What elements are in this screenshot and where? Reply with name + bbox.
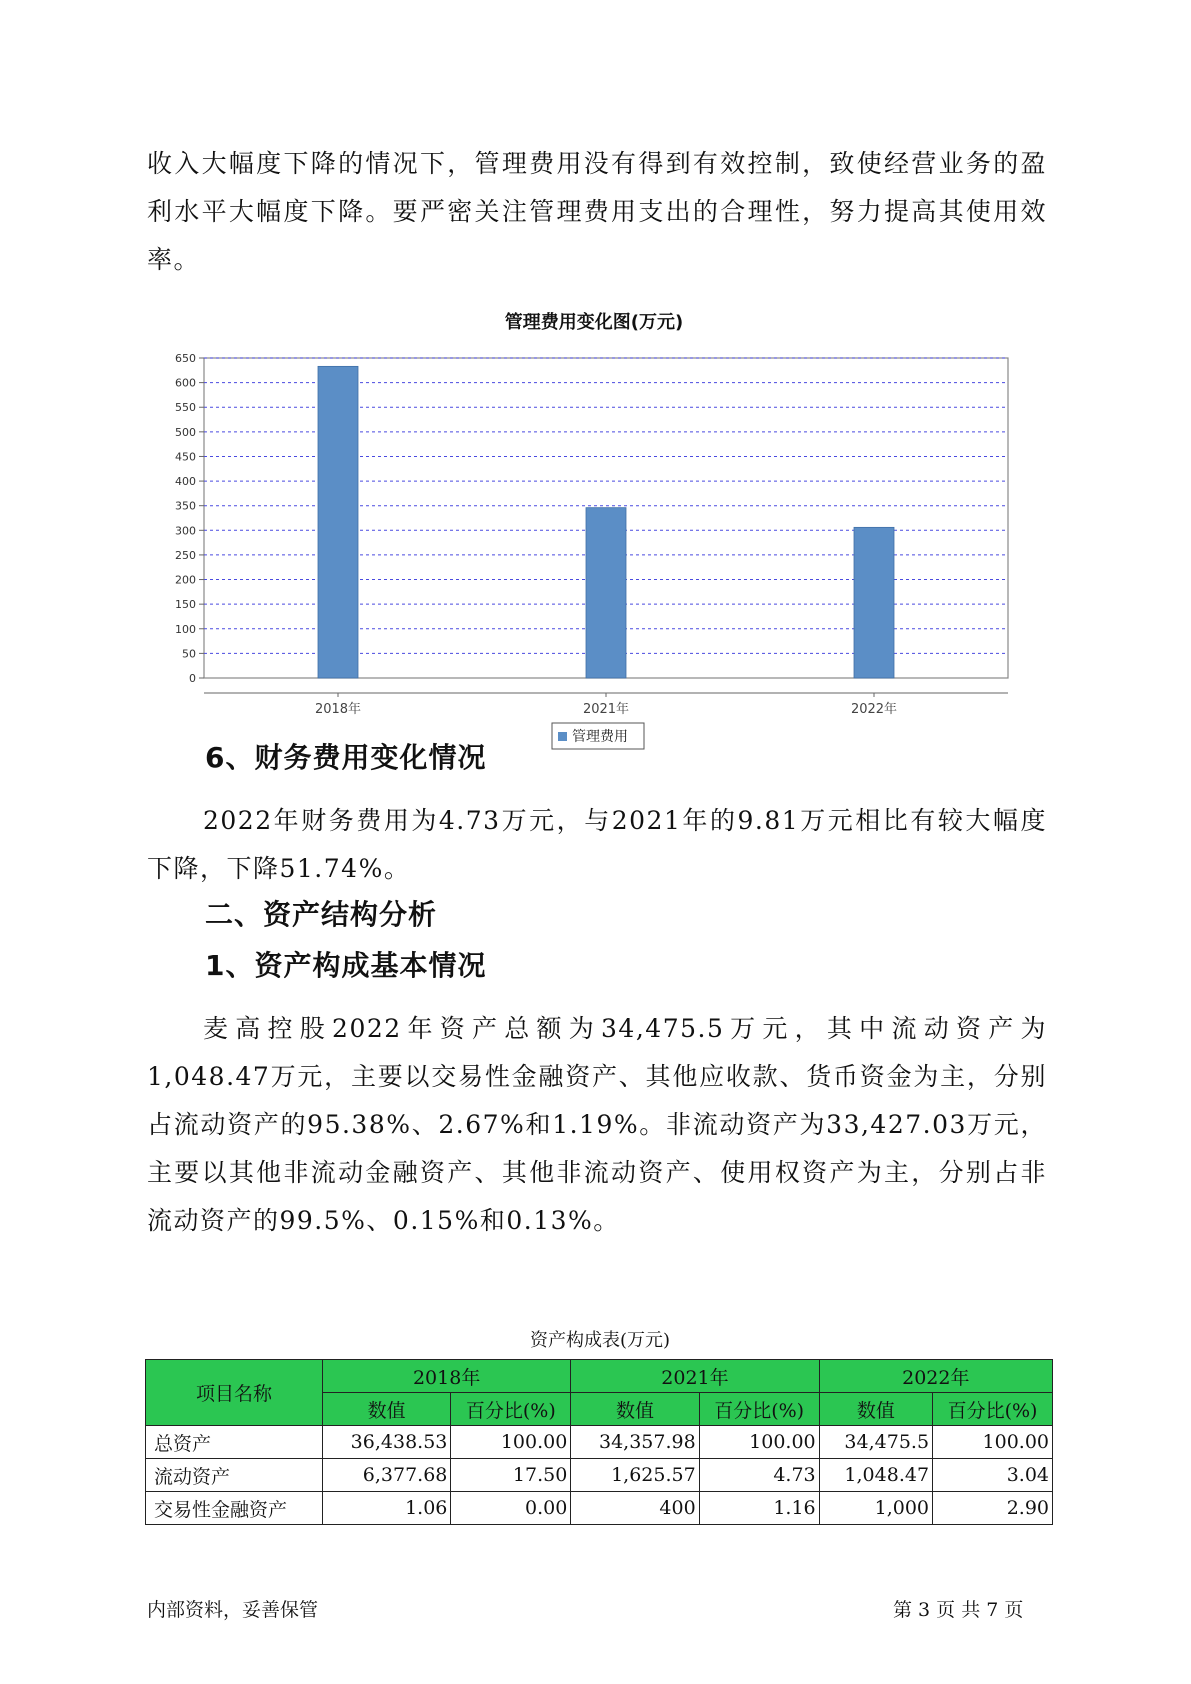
year-header: 2021年 [571, 1360, 819, 1393]
intro-paragraph: 收入大幅度下降的情况下，管理费用没有得到有效控制，致使经营业务的盈利水平大幅度下降。要严密关注管理费用支出的合理性，努力提高其使用效率。 [147, 149, 1047, 274]
bar [318, 366, 358, 678]
legend-swatch [558, 732, 567, 741]
cell-value: 34,357.98 [571, 1426, 699, 1459]
cell-pct: 0.00 [451, 1492, 571, 1525]
section6-heading: 6、财务费用变化情况 [205, 741, 487, 774]
cell-pct: 100.00 [451, 1426, 571, 1459]
y-tick-label: 200 [175, 573, 196, 587]
legend-label: 管理费用 [572, 729, 628, 745]
section-two-heading: 二、资产结构分析 [205, 898, 438, 931]
y-tick-label: 600 [175, 376, 196, 390]
table-title: 资产构成表(万元) [529, 1330, 671, 1351]
table-row [146, 1459, 1053, 1492]
asset-structure-table [145, 1359, 1053, 1525]
footer-page-number: 第 3 页 共 7 页 [893, 1599, 1024, 1621]
table-header-row-years [146, 1360, 1053, 1393]
y-tick-label: 350 [175, 499, 196, 513]
cell-pct: 100.00 [699, 1426, 819, 1459]
admin-expense-chart [148, 308, 1040, 768]
cell-pct: 100.00 [933, 1426, 1053, 1459]
section-two-1-heading: 1、资产构成基本情况 [205, 949, 487, 982]
cell-pct: 3.04 [933, 1459, 1053, 1492]
section-two-1-paragraph: 麦高控股2022年资产总额为34,475.5万元，其中流动资产为1,048.47万元，主要以交易性金融资产、其他应收款、货币资金为主，分别占流动资产的95.38%、2.67%和1.19%。非流动资产为33,427.03万元，主要以其他非流动金融资产、其他非流动资产、使用权资产为主，分别占非流动资产的99.5%、0.15%和0.13%。 [147, 1014, 1047, 1235]
cell-value: 36,438.53 [323, 1426, 451, 1459]
cell-pct: 2.90 [933, 1492, 1053, 1525]
table-row [146, 1492, 1053, 1525]
cell-pct: 17.50 [451, 1459, 571, 1492]
value-header: 数值 [819, 1393, 932, 1426]
cell-value: 34,475.5 [819, 1426, 932, 1459]
row-name: 交易性金融资产 [146, 1492, 323, 1525]
y-tick-label: 650 [175, 352, 196, 365]
pct-header: 百分比(%) [699, 1393, 819, 1426]
cell-value: 1,000 [819, 1492, 932, 1525]
y-tick-label: 150 [175, 598, 196, 612]
cell-value: 400 [571, 1492, 699, 1525]
y-tick-label: 450 [175, 450, 196, 464]
chart-svg [148, 348, 1040, 768]
cell-pct: 1.16 [699, 1492, 819, 1525]
y-tick-label: 300 [175, 524, 196, 538]
footer-confidential-note: 内部资料，妥善保管 [147, 1599, 319, 1621]
x-tick-label: 2018年 [314, 702, 362, 717]
row-name: 流动资产 [146, 1459, 323, 1492]
year-header: 2022年 [819, 1360, 1052, 1393]
x-tick-label: 2022年 [850, 702, 898, 717]
year-header: 2018年 [323, 1360, 571, 1393]
cell-value: 1,625.57 [571, 1459, 699, 1492]
pct-header: 百分比(%) [933, 1393, 1053, 1426]
y-tick-label: 400 [175, 475, 196, 489]
section6-paragraph: 2022年财务费用为4.73万元，与2021年的9.81万元相比有较大幅度下降，下降51.74%。 [147, 806, 1047, 883]
y-tick-label: 50 [182, 647, 196, 661]
y-tick-label: 550 [175, 401, 196, 415]
x-tick-label: 2021年 [582, 702, 630, 717]
name-header: 项目名称 [146, 1360, 323, 1426]
value-header: 数值 [571, 1393, 699, 1426]
y-tick-label: 250 [175, 548, 196, 562]
cell-value: 1.06 [323, 1492, 451, 1525]
value-header: 数值 [323, 1393, 451, 1426]
bar [586, 508, 626, 678]
bar [854, 527, 894, 678]
pct-header: 百分比(%) [451, 1393, 571, 1426]
row-name: 总资产 [146, 1426, 323, 1459]
chart-title: 管理费用变化图(万元) [504, 312, 684, 333]
y-tick-label: 100 [175, 622, 196, 636]
cell-value: 1,048.47 [819, 1459, 932, 1492]
y-tick-label: 500 [175, 425, 196, 439]
cell-pct: 4.73 [699, 1459, 819, 1492]
y-tick-label: 0 [189, 672, 196, 685]
table-row [146, 1426, 1053, 1459]
cell-value: 6,377.68 [323, 1459, 451, 1492]
